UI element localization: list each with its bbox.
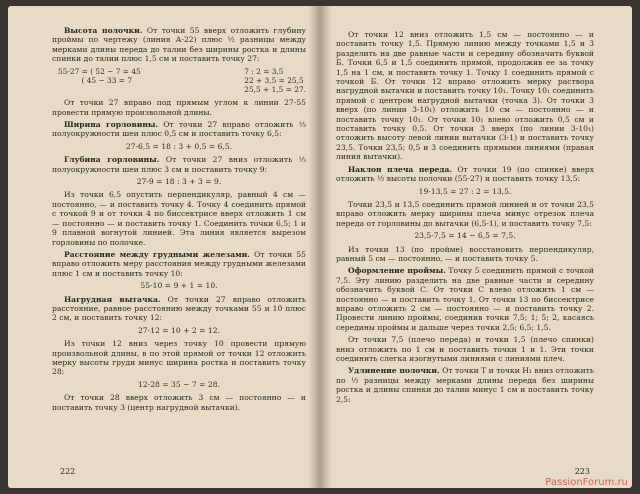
paragraph: От точки 27 вправо под прямым углом к линии 27-55 провести прямую произвольной длины. (52, 98, 306, 117)
paragraph: Ширина горловины. От точки 27 вправо отложить ⅓ полуокружности шеи плюс 0,5 см и поставить точку 6,5: (52, 120, 307, 139)
right-page (320, 6, 632, 488)
paragraph: Из точки 13 (по пройме) восстановить перпендикуляр, равный 5 см — постоянно, — и поставить точку 5. (336, 244, 594, 263)
formula: 55-10 = 9 + 1 = 10. (140, 281, 218, 291)
left-page (8, 6, 320, 488)
section-heading: Расстояние между грудными железами. (64, 249, 250, 259)
section-heading: Нагрудная вытачка. (64, 294, 161, 304)
formula: 27-9 = 18 : 3 + 3 = 9. (136, 177, 222, 187)
formula: 12-28 = 35 − 7 = 28. (137, 379, 221, 389)
page-number: 223 (574, 467, 590, 476)
paragraph: Удлинение полочки. От точки Т и точки Н₁ вниз отложить по ½ разницы между мерками длины переда без ширины ростка и длины спинки до талии минус 1 см и поставить точку 2,5: (336, 366, 594, 404)
formula: 27-12 = 10 + 2 = 12. (137, 325, 221, 335)
paragraph: Из точки 12 вниз через точку 10 провести прямую произвольной длины, в по этой прямой от точки 12 отложить мерку высоты груди минус ширина ростка и поставить точку 28: (52, 339, 306, 377)
paragraph: От точки 28 вверх отложить 3 см — постоянно — и поставить точку 3 (центр нагрудной вытачки). (52, 393, 306, 412)
section-heading: Оформление проймы. (348, 266, 446, 276)
paragraph: Высота полочки. От точки 55 вверх отложить глубину проймы по чертежу (линия А-22) плюс ½ разницы между мерками длины переда до талии без ширины ростка и длины спинки до талии плюс 1,5 см и поставить точку 27: (52, 26, 306, 64)
paragraph: Расстояние между грудными железами. От точки 55 вправо отложить меру расстояния между грудными железами плюс 1 см и поставить точку 10: (52, 249, 306, 278)
site-watermark: PassionForum.ru (545, 477, 628, 488)
section-heading: Удлинение полочки. (348, 366, 440, 376)
section-heading: Наклон плеча переда. (348, 164, 453, 174)
calc-right: 7 : 2 = 3,5 22 + 3,5 = 25,5 25,5 + 1,5 = 27. (244, 66, 306, 95)
paragraph: Оформление проймы. Точку 5 соединить прямой с точкой 7,5. Эту линию разделить на две равные части и середину обозначить буквой С. От точки С влево отложить 1 см — постоянно — и поставить точку 1. От точки 13 по биссектрисе вправо отложить 2 см — постоянно — и поставить точку 2. Провести линию проймы, соединив точки 7,5; 1; 5; 2, касаясь середины проймы и дальше через точки 2,5; 6,5; 1,5. (336, 266, 594, 332)
paragraph: От точки 7,5 (плечо переда) и точки 1,5 (плечо спинки) вниз отложить по 1 см и поставить точки 1 и 1. Эти точки соединить слегка изогнутыми линиями с линиями плеч. (336, 335, 594, 363)
formula: 23,5-7,5 = 14 − 6,5 = 7,5. (414, 231, 516, 241)
book-spread (8, 6, 632, 488)
page-number: 222 (60, 467, 76, 476)
calculation-block (58, 67, 306, 95)
paragraph: Глубина горловины. От точки 27 вниз отложить ⅓ полуокружности шеи плюс 3 см и поставить точку 9: (52, 155, 306, 174)
section-heading: Высота полочки. (64, 26, 143, 35)
formula: 19-13,5 = 27 : 2 = 13,5. (418, 186, 512, 196)
section-heading: Ширина горловины. (64, 120, 159, 130)
formula: 27-6,5 = 18 : 3 + 0,5 = 6,5. (125, 141, 233, 151)
section-heading: Глубина горловины. (64, 155, 160, 165)
paragraph: Из точки 6,5 опустить перпендикуляр, равный 4 см — постоянно, — и поставить точку 4. Точку 4 соединить прямой с точкой 9 и от точки 4 по биссектрисе вверх отложить 1 см — постоянно — и поставить точку 1. Соединить точки 6,5; 1 и 9 плавной вогнутой линией. Эта линия является вырезом горловины по полочке. (52, 190, 306, 247)
paragraph: Наклон плеча переда. От точки 19 (по спинке) вверх отложить ½ высоты полочки (55-27) и поставить точку 13,5: (336, 164, 594, 184)
paragraph: От точки 12 вниз отложить 1,5 см — постоянно — и поставить точку 1,5. Прямую линию между точками 1,5 и 3 разделить на две равные части и середину обозначить буквой Б. Точки 6,5 и 1,5 соединить прямой, продолжив ее за точку 1,5 на 1 см, и поставить точку 1. Точку 1 соединить прямой с точкой Б. От точки 12 вправо отложить мерку раствора нагрудной вытачки и поставить точку 10₁. Точку 10₁ соединить прямой с центром нагрудной вытачки (точка 3). От точки 3 вверх (по линии 3-10₁) отложить 10 см — постоянно — и поставить точку 10₁. От точки 10₁ влево отложить 0,5 см и поставить точку 0,5. От точки 3 вверх (по линии 3-10₁) отложить высоту левой линии вытачки (3-1) и поставить точку 23,5. Точки 23,5; 0,5 и 3 соединить прямыми линиями (правая линия вытачки). (336, 30, 594, 162)
calc-left: 55-27 = ( 52 − 7 = 45 ( 45 − 33 = 7 (58, 66, 141, 85)
paragraph: Нагрудная вытачка. От точки 27 вправо отложить расстояние, равное расстоянию между точками 55 и 10 плюс 2 см, и поставить точку 12: (52, 294, 306, 323)
paragraph: Точки 23,5 и 13,5 соединить прямой линией и от точки 23,5 вправо отложить мерку ширины плеча минус отрезок плеча переда от горловины до вытачки (6,5-1), и поставить точку 7,5: (336, 199, 594, 228)
